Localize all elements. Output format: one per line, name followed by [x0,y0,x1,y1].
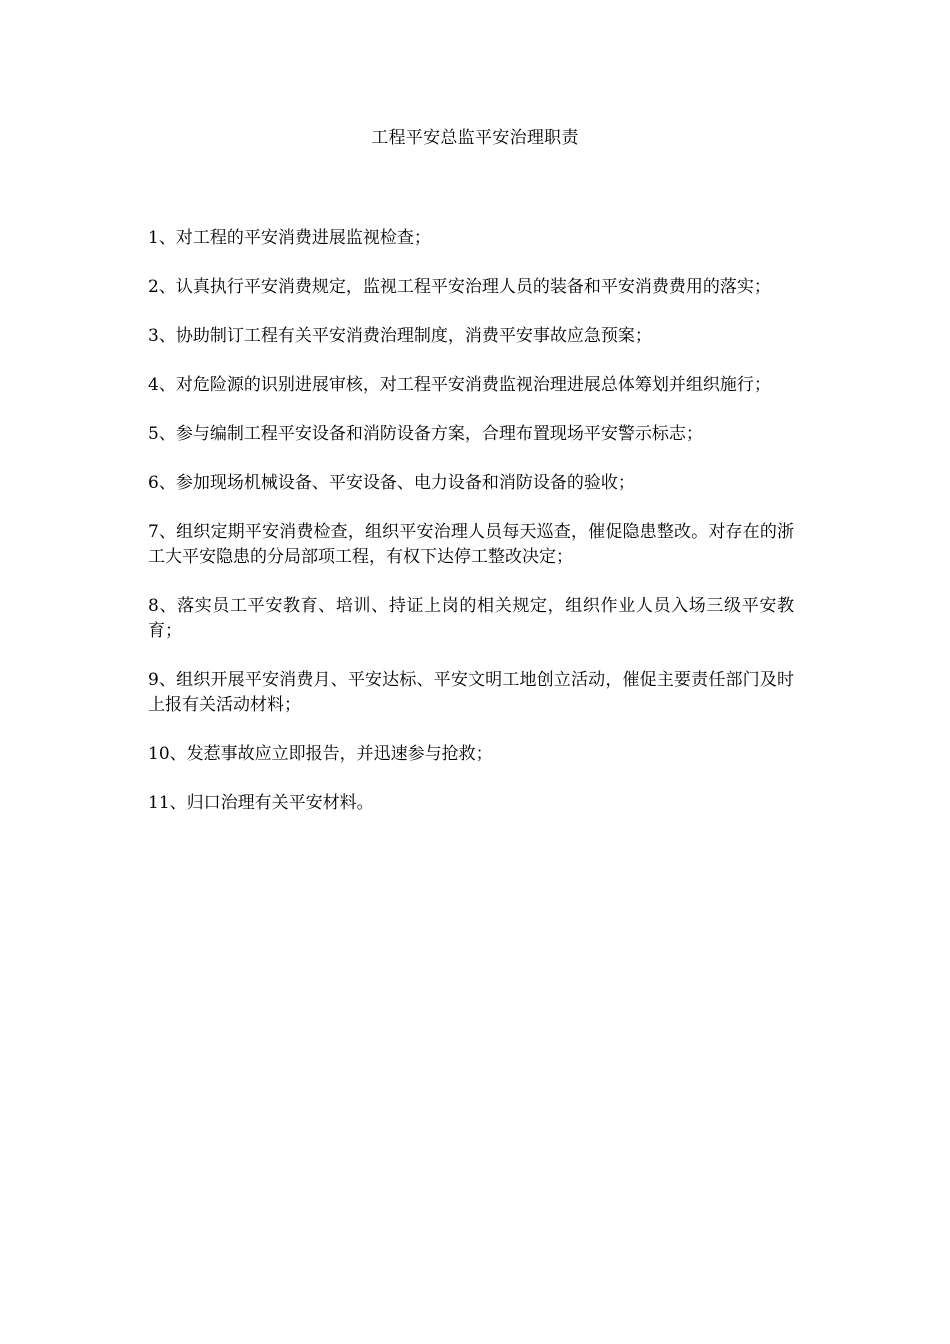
duty-item-5: 5、参与编制工程平安设备和消防设备方案，合理布置现场平安警示标志； [148,424,703,444]
duty-item-9: 9、组织开展平安消费月、平安达标、平安文明工地创立活动，催促主要责任部门及时上报有关活动材料； [148,670,794,715]
duty-item-1: 1、对工程的平安消费进展监视检查； [148,228,431,248]
duty-list [148,226,794,840]
duty-item-4: 4、对危险源的识别进展审核，对工程平安消费监视治理进展总体筹划并组织施行； [148,375,771,395]
duty-item-11: 11、归口治理有关平安材料。 [148,793,374,813]
duty-item-3: 3、协助制订工程有关平安消费治理制度，消费平安事故应急预案； [148,326,652,346]
duty-item-8: 8、落实员工平安教育、培训、持证上岗的相关规定，组织作业人员入场三级平安教育； [148,596,794,641]
duty-item-7: 7、组织定期平安消费检查，组织平安治理人员每天巡查，催促隐患整改。对存在的浙工大平安隐患的分局部项工程，有权下达停工整改决定； [148,522,794,567]
duty-item-2: 2、认真执行平安消费规定，监视工程平安治理人员的装备和平安消费费用的落实； [148,277,771,297]
duty-item-6: 6、参加现场机械设备、平安设备、电力设备和消防设备的验收； [148,473,635,493]
document-title: 工程平安总监平安治理职责 [371,128,579,148]
duty-item-10: 10、发惹事故应立即报告，并迅速参与抢救； [148,744,493,764]
